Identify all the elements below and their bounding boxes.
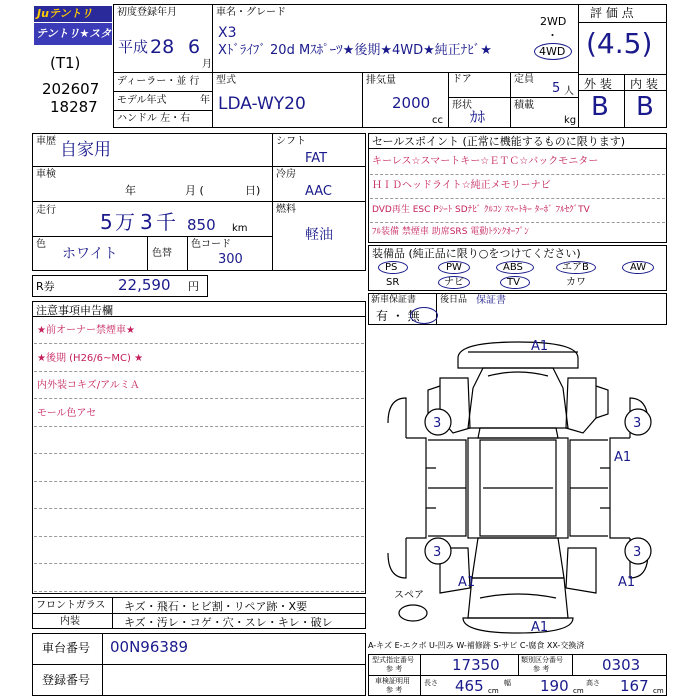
exterior-grade: B xyxy=(591,92,609,122)
note-rule xyxy=(34,536,364,537)
color: ホワイト xyxy=(62,246,118,262)
note-line-1: ★前オーナー禁煙車★ xyxy=(37,325,135,336)
class-no: 0303 xyxy=(602,656,641,674)
type-value: LDA-WY20 xyxy=(218,94,306,114)
first-reg-label: 初度登録年月 xyxy=(117,7,177,18)
code-auction: (T1) xyxy=(50,54,81,72)
interior-label: 内 装 xyxy=(630,77,658,91)
damage-mark-right-side: A1 xyxy=(614,450,632,465)
usage-label: 車歴 xyxy=(36,136,56,147)
damage-mark-front-right-wheel: 3 xyxy=(633,416,642,431)
damage-mark-rear-bumper: A1 xyxy=(531,620,549,635)
length-unit: cm xyxy=(488,687,499,695)
damage-mark-front-left-wheel: 3 xyxy=(433,416,442,431)
load-unit: kg xyxy=(564,115,577,126)
type-label: 型式 xyxy=(216,75,236,86)
equip-leather: カワ xyxy=(566,277,586,288)
chassis-label: 車台番号 xyxy=(42,641,91,655)
logo xyxy=(34,6,112,62)
month-unit: 月 xyxy=(202,59,212,70)
capacity-unit: 人 xyxy=(564,86,574,97)
note-rule xyxy=(34,343,364,344)
equip-sr: SR xyxy=(386,277,400,288)
shift-label: シフト xyxy=(276,136,306,147)
note-line-4: モール色アセ xyxy=(37,408,97,419)
name-label: 車名・グレード xyxy=(216,7,286,18)
note-line-2: ★後期 (H26/6~MC) ★ xyxy=(37,353,144,364)
glass-value: キズ・飛石・ヒビ割・リペア跡・X要 xyxy=(124,600,308,613)
ac: AAC xyxy=(305,184,332,199)
mileage-1k: 3 xyxy=(140,210,153,234)
after-value: 保証書 xyxy=(476,295,506,306)
shape-label: 形状 xyxy=(452,100,472,111)
era: 平成 xyxy=(118,38,149,56)
height-unit: cm xyxy=(653,687,664,695)
inspection-day: 日) xyxy=(245,184,261,197)
score-label: 評 価 点 xyxy=(590,6,634,20)
mileage-label: 走行 xyxy=(36,205,56,216)
sales-line-4: ﾌﾙ装備 禁煙車 助席SRS 電動ﾄﾗﾝｸｵｰﾌﾟﾝ xyxy=(372,227,529,237)
sales-line-3: DVD再生 ESC Pｼｰﾄ SDﾅﾋﾞ ｸﾙｺﾝ ｽﾏｰﾄｷｰ ﾀｰﾎﾞ ﾌﾙｾｸﾞTV xyxy=(372,205,590,215)
mileage-rest: 850 xyxy=(187,216,216,234)
usage: 自家用 xyxy=(60,140,111,160)
color-code-label: 色コード xyxy=(191,239,231,250)
logo-line2: テントリ★スター xyxy=(34,23,112,45)
sales-line-1: キーレス☆スマートキー☆ＥＴＣ☆バックモニター xyxy=(372,156,599,167)
interior-cond-label: 内装 xyxy=(60,616,80,627)
height-label: 高さ xyxy=(586,679,600,687)
displacement: 2000 xyxy=(392,94,431,112)
mileage-10k: 5 xyxy=(100,210,113,234)
mileage-man: 万 xyxy=(115,210,135,234)
notes-box xyxy=(32,301,366,594)
grade: Xﾄﾞﾗｲﾌﾞ 20d Mｽﾎﾟｰﾂ★後期★4WD★純正ﾅﾋﾞ★ xyxy=(218,43,492,58)
color-change-label: 色替 xyxy=(152,248,172,259)
width: 190 xyxy=(540,677,569,695)
score: (4.5) xyxy=(586,27,653,60)
drive-dot: ・ xyxy=(547,29,558,42)
spare-label: スペア xyxy=(394,590,424,601)
note-rule xyxy=(34,508,364,509)
capacity-label: 定員 xyxy=(514,74,534,85)
note-rule xyxy=(34,563,364,564)
fuel: 軽油 xyxy=(305,227,333,243)
equip-tv: TV xyxy=(507,277,520,288)
equip-pw: PW xyxy=(446,262,462,273)
code-date: 202607 xyxy=(42,80,100,98)
chassis-number: 00N96389 xyxy=(110,638,189,656)
after-label: 後日品 xyxy=(440,295,468,305)
inspection-year: 年 xyxy=(125,184,136,197)
r-unit: 円 xyxy=(188,280,199,293)
warranty-circle xyxy=(410,307,438,324)
shape: ｶﾎ xyxy=(470,108,486,126)
door-label: ドア xyxy=(452,74,472,85)
handle-label: ハンドル 左・右 xyxy=(117,113,191,124)
sales-title: セールスポイント (正常に機能するものに限ります) xyxy=(372,135,626,148)
mileage-sen: 千 xyxy=(156,210,176,234)
drive-2wd: 2WD xyxy=(540,15,567,28)
cert-label: 車検証明用 xyxy=(375,677,410,685)
note-rule xyxy=(34,371,364,372)
displacement-label: 排気量 xyxy=(366,75,396,86)
equipment-title: 装備品 (純正品に限り○をつけてください) xyxy=(372,247,581,260)
damage-legend: A-キズ E-エクボ U-凹み W-補修跡 S-サビ C-腐食 XX-交換済 xyxy=(368,641,585,650)
note-rule xyxy=(34,398,364,399)
length: 465 xyxy=(455,677,484,695)
height: 167 xyxy=(620,677,649,695)
notes-title: 注意事項申告欄 xyxy=(36,304,113,317)
damage-mark-rear-right-wheel: 3 xyxy=(633,545,642,560)
inspection-month: 月 ( xyxy=(185,184,204,197)
damage-mark-front-bumper: A1 xyxy=(531,339,549,354)
reg-label: 登録番号 xyxy=(42,673,91,687)
class-no-label: 類別区分番号 xyxy=(521,656,563,664)
reg-year: 28 xyxy=(150,36,175,58)
type-no-label: 型式指定番号 xyxy=(372,656,414,664)
r-label: R券 xyxy=(36,280,55,293)
equip-navi: ナビ xyxy=(444,277,464,288)
warranty-value: 有 ・ 無 xyxy=(376,309,420,323)
car-diagram xyxy=(368,328,667,640)
exterior-label: 外 装 xyxy=(584,77,612,91)
type-no: 17350 xyxy=(452,656,500,674)
km-unit: km xyxy=(232,223,248,234)
note-line-3: 内外装コキズ/アルミＡ xyxy=(37,380,140,391)
note-rule xyxy=(34,426,364,427)
car-name: X3 xyxy=(218,25,237,41)
logo-line1: Juテントリ xyxy=(34,6,112,22)
shift: FAT xyxy=(305,151,328,166)
drive-4wd: 4WD xyxy=(539,45,566,58)
model-year-label: モデル年式 xyxy=(117,95,167,106)
color-label: 色 xyxy=(36,239,46,250)
equip-ps: PS xyxy=(385,262,398,273)
width-unit: cm xyxy=(573,687,584,695)
damage-mark-rear-left-wheel: 3 xyxy=(433,545,442,560)
load-label: 積載 xyxy=(514,100,534,111)
equip-aw: AW xyxy=(630,262,647,273)
note-rule xyxy=(34,453,364,454)
fuel-label: 燃料 xyxy=(276,204,296,215)
color-code: 300 xyxy=(218,252,243,267)
model-year-unit: 年 xyxy=(200,95,210,106)
ac-label: 冷房 xyxy=(276,169,296,180)
type-no-sub: 参 考 xyxy=(386,665,403,673)
damage-mark-rear-left: A1 xyxy=(458,575,476,590)
dealer-label: ディーラー・並 行 xyxy=(117,76,200,87)
code-lot: 18287 xyxy=(50,98,98,116)
sales-line-2: ＨＩＤヘッドライト☆純正メモリーナビ xyxy=(372,180,551,191)
warranty-label: 新車保証書 xyxy=(371,295,417,305)
length-label: 長さ xyxy=(424,679,438,687)
equip-airbag: エアB xyxy=(562,262,589,273)
class-no-sub: 参 考 xyxy=(533,665,550,673)
glass-label: フロントガラス xyxy=(36,600,106,611)
interior-grade: B xyxy=(636,92,654,122)
reg-month: 6 xyxy=(188,36,201,58)
capacity: 5 xyxy=(552,81,561,96)
cert-sub: 参 考 xyxy=(386,686,403,694)
interior-cond-value: キズ・汚レ・コゲ・穴・スレ・キレ・破レ xyxy=(124,616,333,629)
note-rule xyxy=(34,481,364,482)
r-value: 22,590 xyxy=(118,276,171,294)
damage-mark-rear-right: A1 xyxy=(618,575,636,590)
equip-abs: ABS xyxy=(503,262,523,273)
cc-unit: cc xyxy=(432,115,443,126)
note-rule xyxy=(34,591,364,592)
inspection-label: 車検 xyxy=(36,169,56,180)
width-label: 幅 xyxy=(504,679,511,687)
